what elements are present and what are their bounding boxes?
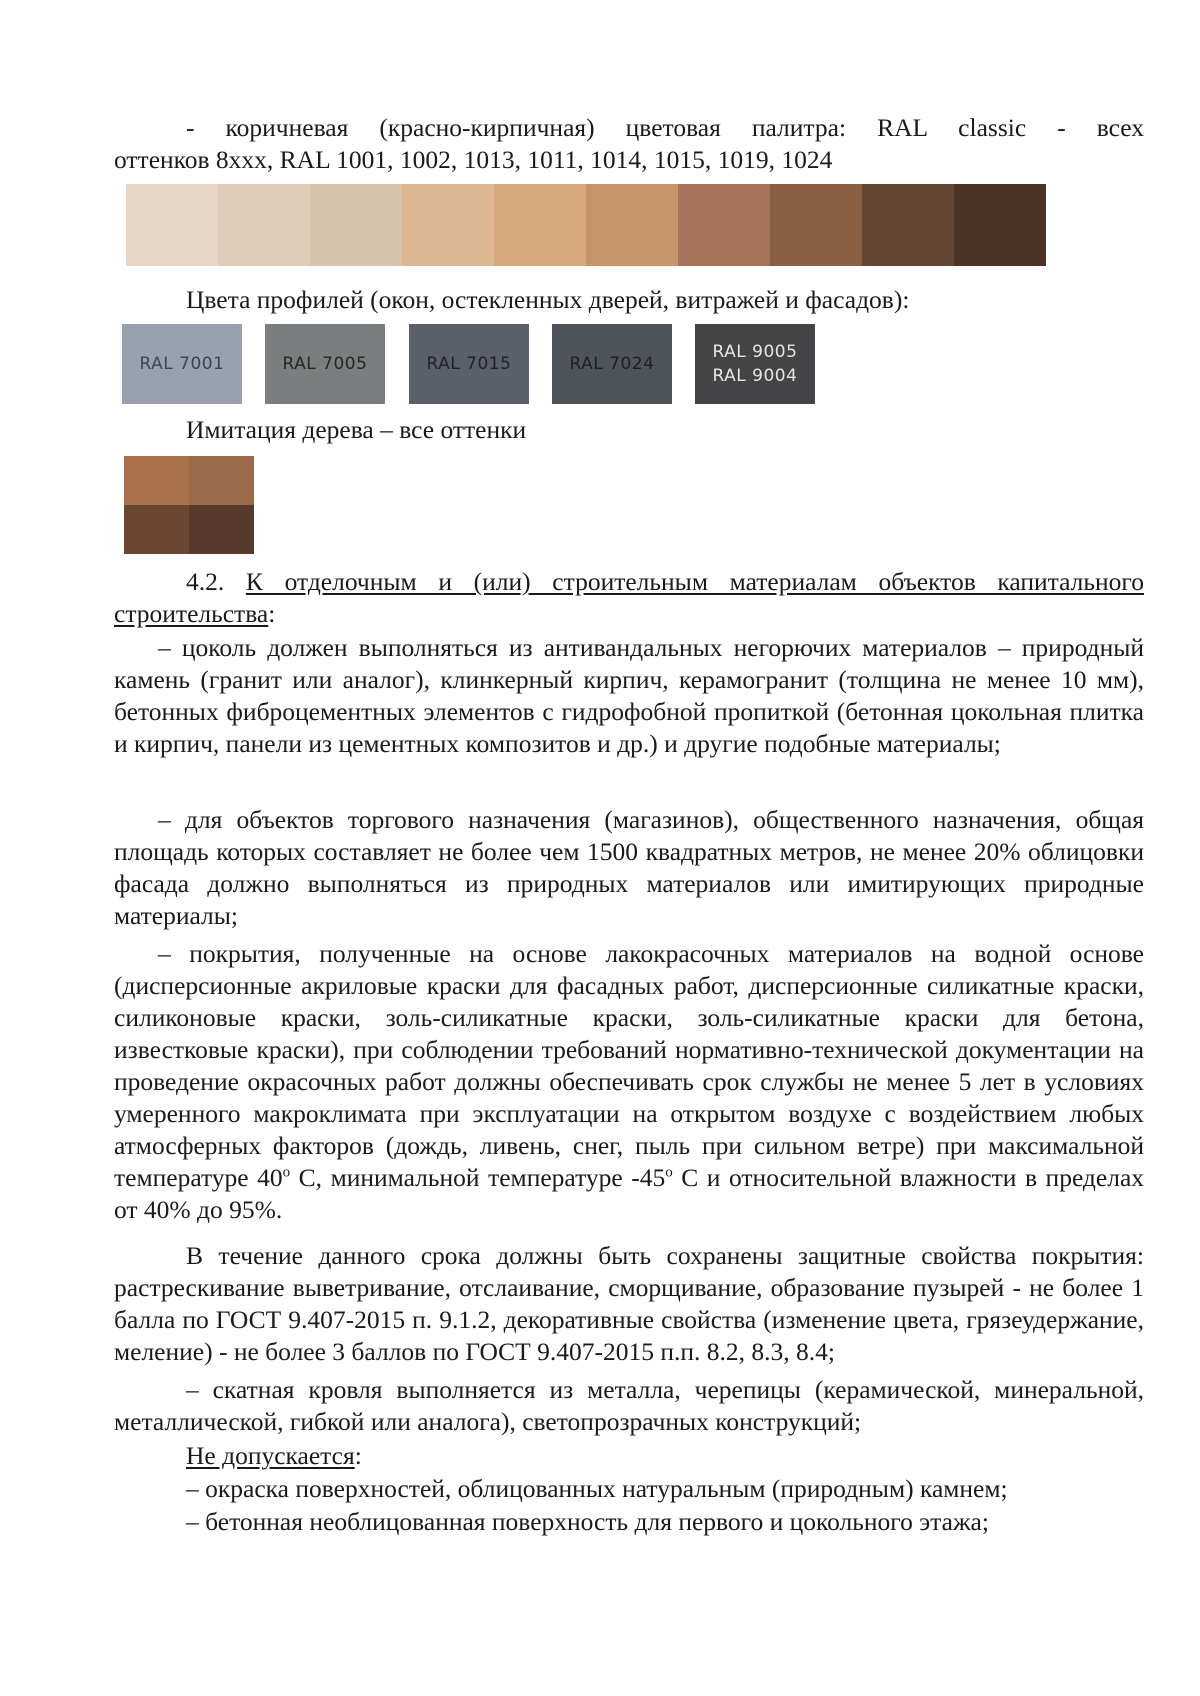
intro-line-1: - коричневая (красно-кирпичная) цветовая палитра: RAL classic - всех xyxy=(186,113,1144,142)
intro-line-2: оттенков 8xxx, RAL 1001, 1002, 1013, 1011, 1014, 1015, 1019, 1024 xyxy=(114,145,833,174)
wood-swatch-3 xyxy=(124,505,189,554)
wood-color-swatches xyxy=(124,456,254,554)
degree-mark: o xyxy=(665,1164,673,1181)
palette-swatch-7 xyxy=(678,184,770,266)
section-title xyxy=(114,566,1144,630)
ral-7005-swatch xyxy=(265,324,385,404)
swatch-label: RAL 7001 xyxy=(139,354,225,374)
ral-7024-swatch xyxy=(552,324,672,404)
colon: : xyxy=(354,1441,362,1470)
paragraph-coatings xyxy=(114,938,1144,1226)
paragraph-commercial: – для объектов торгового назначения (магазинов), общественного назначения, общая площадь которых составляет не более чем 1500 квадратных метров, не менее 20% облицовки фасада должно выполняться из природных материалов или имитирующих природные материалы; xyxy=(114,805,1144,930)
paragraph-roof: – скатная кровля выполняется из металла, черепицы (керамической, минеральной, металлической, гибкой или аналога), светопрозрачных конструкций; xyxy=(114,1375,1144,1436)
palette-swatch-6 xyxy=(586,184,678,266)
paragraph-protective: В течение данного срока должны быть сохранены защитные свойства покрытия: растрескивание выветривание, отслаивание, сморщивание, образование пузырей - не более 1 балла по ГОСТ 9.407-2015 п. 9.1.2, декоративные свойства (изменение цвета, грязеудержание, меление) - не более 3 баллов по ГОСТ 9.407-2015 п.п. 8.2, 8.3, 8.4; xyxy=(114,1241,1144,1366)
section-number: 4.2. xyxy=(186,567,246,596)
palette-swatch-4 xyxy=(402,184,494,266)
ral-7001-swatch xyxy=(122,324,242,404)
wood-swatch-1 xyxy=(124,456,189,505)
swatch-label: RAL 7015 xyxy=(426,354,512,374)
not-allowed-heading xyxy=(186,1440,1086,1472)
bullet-stone-painting: – окраска поверхностей, облицованных натуральным (природным) камнем; xyxy=(186,1474,1008,1503)
palette-swatch-10 xyxy=(954,184,1046,266)
profiles-heading: Цвета профилей (окон, остекленных дверей, витражей и фасадов): xyxy=(186,285,910,314)
swatch-label: RAL 7024 xyxy=(569,354,655,374)
wood-swatch-4 xyxy=(189,505,254,554)
colon: : xyxy=(268,599,276,628)
palette-swatch-3 xyxy=(310,184,402,266)
coatings-text-a: – покрытия, полученные на основе лакокрасочных материалов на водной основе (дисперсионные акриловые краски для фасадных работ, дисперсионные силикатные краски, силиконовые краски, золь-силикатные краски, золь-силикатные краски для бетона, известковые краски), при соблюдении требований нормативно-технической документации на проведение окрасочных работ должны обеспечивать срок службы не менее 5 лет в условиях умеренного макроклимата при эксплуатации на открытом воздухе с воздействием любых атмосферных факторов (дождь, ливень, снег, пыль при сильном ветре) при максимальной температуре 40 xyxy=(114,939,1144,1192)
section-title-underlined-2: строительства xyxy=(114,599,269,628)
section-title-underlined: К отделочным и (или) строительным материалам объектов капитального xyxy=(245,567,1144,596)
palette-swatch-5 xyxy=(494,184,586,266)
coatings-text-b: С, минимальной температуре -45 xyxy=(290,1163,666,1192)
wood-swatch-2 xyxy=(189,456,254,505)
degree-mark: o xyxy=(282,1164,291,1181)
ral-9005-9004-swatch xyxy=(695,324,815,404)
palette-swatch-8 xyxy=(770,184,862,266)
brown-color-palette xyxy=(126,184,1046,266)
swatch-label: RAL 7005 xyxy=(282,354,368,374)
swatch-label: RAL 9005 xyxy=(712,342,798,362)
palette-swatch-2 xyxy=(218,184,310,266)
paragraph-plinth: – цоколь должен выполняться из антивандальных негорючих материалов – природный камень (гранит или аналог), клинкерный кирпич, керамогранит (толщина не менее 10 мм), бетонных фиброцементных элементов с гидрофобной пропиткой (бетонная цокольная плитка и кирпич, панели из цементных композитов и др.) и другие подобные материалы; xyxy=(114,633,1144,758)
palette-swatch-1 xyxy=(126,184,218,266)
bullet-concrete-surface: – бетонная необлицованная поверхность для первого и цокольного этажа; xyxy=(186,1507,989,1536)
not-allowed-label: Не допускается xyxy=(186,1441,355,1470)
swatch-label-2: RAL 9004 xyxy=(712,366,798,386)
palette-swatch-9 xyxy=(862,184,954,266)
ral-7015-swatch xyxy=(409,324,529,404)
wood-heading: Имитация дерева – все оттенки xyxy=(186,415,527,444)
coatings-text-c: С и относительной влажности в пределах от 40% до 95%. xyxy=(114,1163,1145,1224)
